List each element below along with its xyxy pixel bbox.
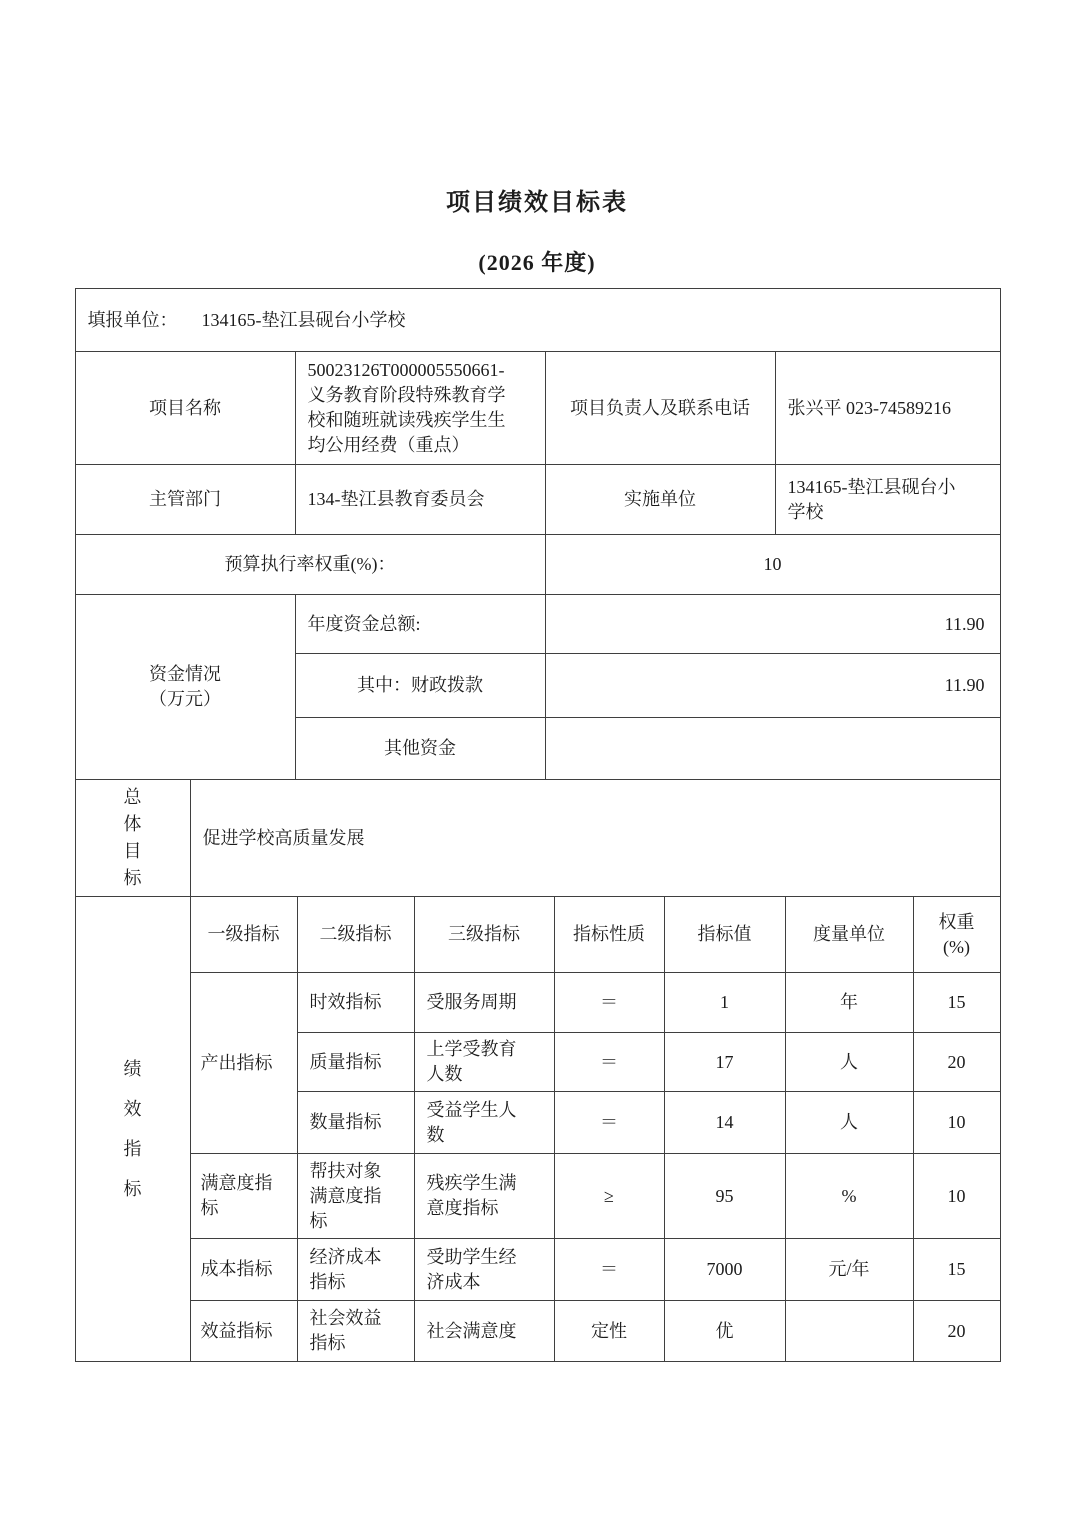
department-value: 134-垫江县教育委员会 <box>295 465 545 535</box>
implementing-unit-label: 实施单位 <box>545 465 775 535</box>
indicator-level2: 经济成本指标 <box>297 1239 414 1301</box>
indicators-section-label-cell <box>75 897 190 1362</box>
indicator-row <box>75 1239 1000 1301</box>
indicator-unit: 人 <box>785 1092 913 1154</box>
indicator-value: 优 <box>664 1301 785 1362</box>
row-department <box>75 465 1000 535</box>
indicator-level2: 时效指标 <box>297 973 414 1033</box>
indicator-level2: 帮扶对象满意度指标 <box>297 1154 414 1239</box>
row-reporting-unit <box>75 289 1000 352</box>
header-unit: 度量单位 <box>785 897 913 973</box>
budget-rate-label: 预算执行率权重(%)： <box>75 535 545 595</box>
indicator-level3: 受服务周期 <box>414 973 554 1033</box>
info-table <box>75 288 1001 595</box>
header-level3: 三级指标 <box>414 897 554 973</box>
indicator-row <box>75 1154 1000 1239</box>
row-project-name <box>75 352 1000 465</box>
header-level2: 二级指标 <box>297 897 414 973</box>
page-subtitle: (2026 年度) <box>478 250 596 275</box>
header-weight: 权重(%) <box>913 897 1000 973</box>
row-funding-total <box>75 595 1000 654</box>
indicator-row <box>75 973 1000 1033</box>
indicator-unit: % <box>785 1154 913 1239</box>
indicator-level1: 产出指标 <box>190 973 297 1154</box>
indicator-value: 1 <box>664 973 785 1033</box>
implementing-unit-value: 134165-垫江县砚台小学校 <box>775 465 1000 535</box>
indicator-weight: 15 <box>913 1239 1000 1301</box>
manager-value: 张兴平 023-74589216 <box>775 352 1000 465</box>
funding-fiscal-value: 11.90 <box>545 654 1000 718</box>
indicator-nature: 定性 <box>554 1301 664 1362</box>
indicator-level2: 社会效益指标 <box>297 1301 414 1362</box>
funding-fiscal-label: 其中：财政拨款 <box>295 654 545 718</box>
header-level1: 一级指标 <box>190 897 297 973</box>
overall-goal-table <box>75 779 1001 897</box>
funding-total-label: 年度资金总额: <box>295 595 545 654</box>
indicator-level3: 残疾学生满意度指标 <box>414 1154 554 1239</box>
row-budget-rate <box>75 535 1000 595</box>
project-name-value: 50023126T000005550661-义务教育阶段特殊教育学校和随班就读残疾学生生均公用经费（重点） <box>295 352 545 465</box>
indicator-weight: 20 <box>913 1033 1000 1092</box>
overall-goal-label-cell <box>75 780 190 897</box>
row-overall-goal <box>75 780 1000 897</box>
indicator-level1: 满意度指标 <box>190 1154 297 1239</box>
indicator-weight: 15 <box>913 973 1000 1033</box>
funding-section-label <box>75 595 295 780</box>
indicator-unit: 元/年 <box>785 1239 913 1301</box>
indicator-nature: ＝ <box>554 973 664 1033</box>
header-nature: 指标性质 <box>554 897 664 973</box>
header-value: 指标值 <box>664 897 785 973</box>
indicator-level2: 质量指标 <box>297 1033 414 1092</box>
indicator-nature: ＝ <box>554 1033 664 1092</box>
manager-label: 项目负责人及联系电话 <box>545 352 775 465</box>
funding-total-value: 11.90 <box>545 595 1000 654</box>
indicator-value: 17 <box>664 1033 785 1092</box>
funding-table <box>75 594 1001 780</box>
reporting-unit-cell <box>75 289 1000 352</box>
funding-other-label: 其他资金 <box>295 718 545 780</box>
project-name-label: 项目名称 <box>75 352 295 465</box>
indicator-unit: 人 <box>785 1033 913 1092</box>
funding-other-value <box>545 718 1000 780</box>
indicators-section-label: 绩效指标 <box>123 1059 142 1199</box>
indicator-row <box>75 1301 1000 1362</box>
funding-label-line1: 资金情况 <box>149 664 221 684</box>
reporting-unit-value: 134165-垫江县砚台小学校 <box>201 309 406 330</box>
budget-rate-value: 10 <box>545 535 1000 595</box>
indicator-level2: 数量指标 <box>297 1092 414 1154</box>
department-label: 主管部门 <box>75 465 295 535</box>
indicator-value: 14 <box>664 1092 785 1154</box>
indicator-level1: 效益指标 <box>190 1301 297 1362</box>
indicator-value: 7000 <box>664 1239 785 1301</box>
overall-goal-value: 促进学校高质量发展 <box>190 780 1000 897</box>
indicator-level1: 成本指标 <box>190 1239 297 1301</box>
indicator-value: 95 <box>664 1154 785 1239</box>
indicator-unit <box>785 1301 913 1362</box>
funding-label-line2: （万元） <box>149 689 221 709</box>
page-title: 项目绩效目标表 <box>446 190 628 216</box>
indicator-unit: 年 <box>785 973 913 1033</box>
indicator-weight: 20 <box>913 1301 1000 1362</box>
overall-goal-label: 总体目标 <box>123 787 142 888</box>
reporting-unit-label: 填报单位： <box>87 309 178 330</box>
indicator-level3: 上学受教育人数 <box>414 1033 554 1092</box>
indicator-nature: ＝ <box>554 1239 664 1301</box>
indicator-weight: 10 <box>913 1092 1000 1154</box>
indicator-nature: ≥ <box>554 1154 664 1239</box>
indicator-level3: 社会满意度 <box>414 1301 554 1362</box>
indicators-header-row <box>75 897 1000 973</box>
indicator-nature: ＝ <box>554 1092 664 1154</box>
indicator-level3: 受助学生经济成本 <box>414 1239 554 1301</box>
indicators-table <box>75 896 1001 1362</box>
indicator-level3: 受益学生人数 <box>414 1092 554 1154</box>
performance-target-form <box>75 288 1000 1362</box>
indicator-weight: 10 <box>913 1154 1000 1239</box>
